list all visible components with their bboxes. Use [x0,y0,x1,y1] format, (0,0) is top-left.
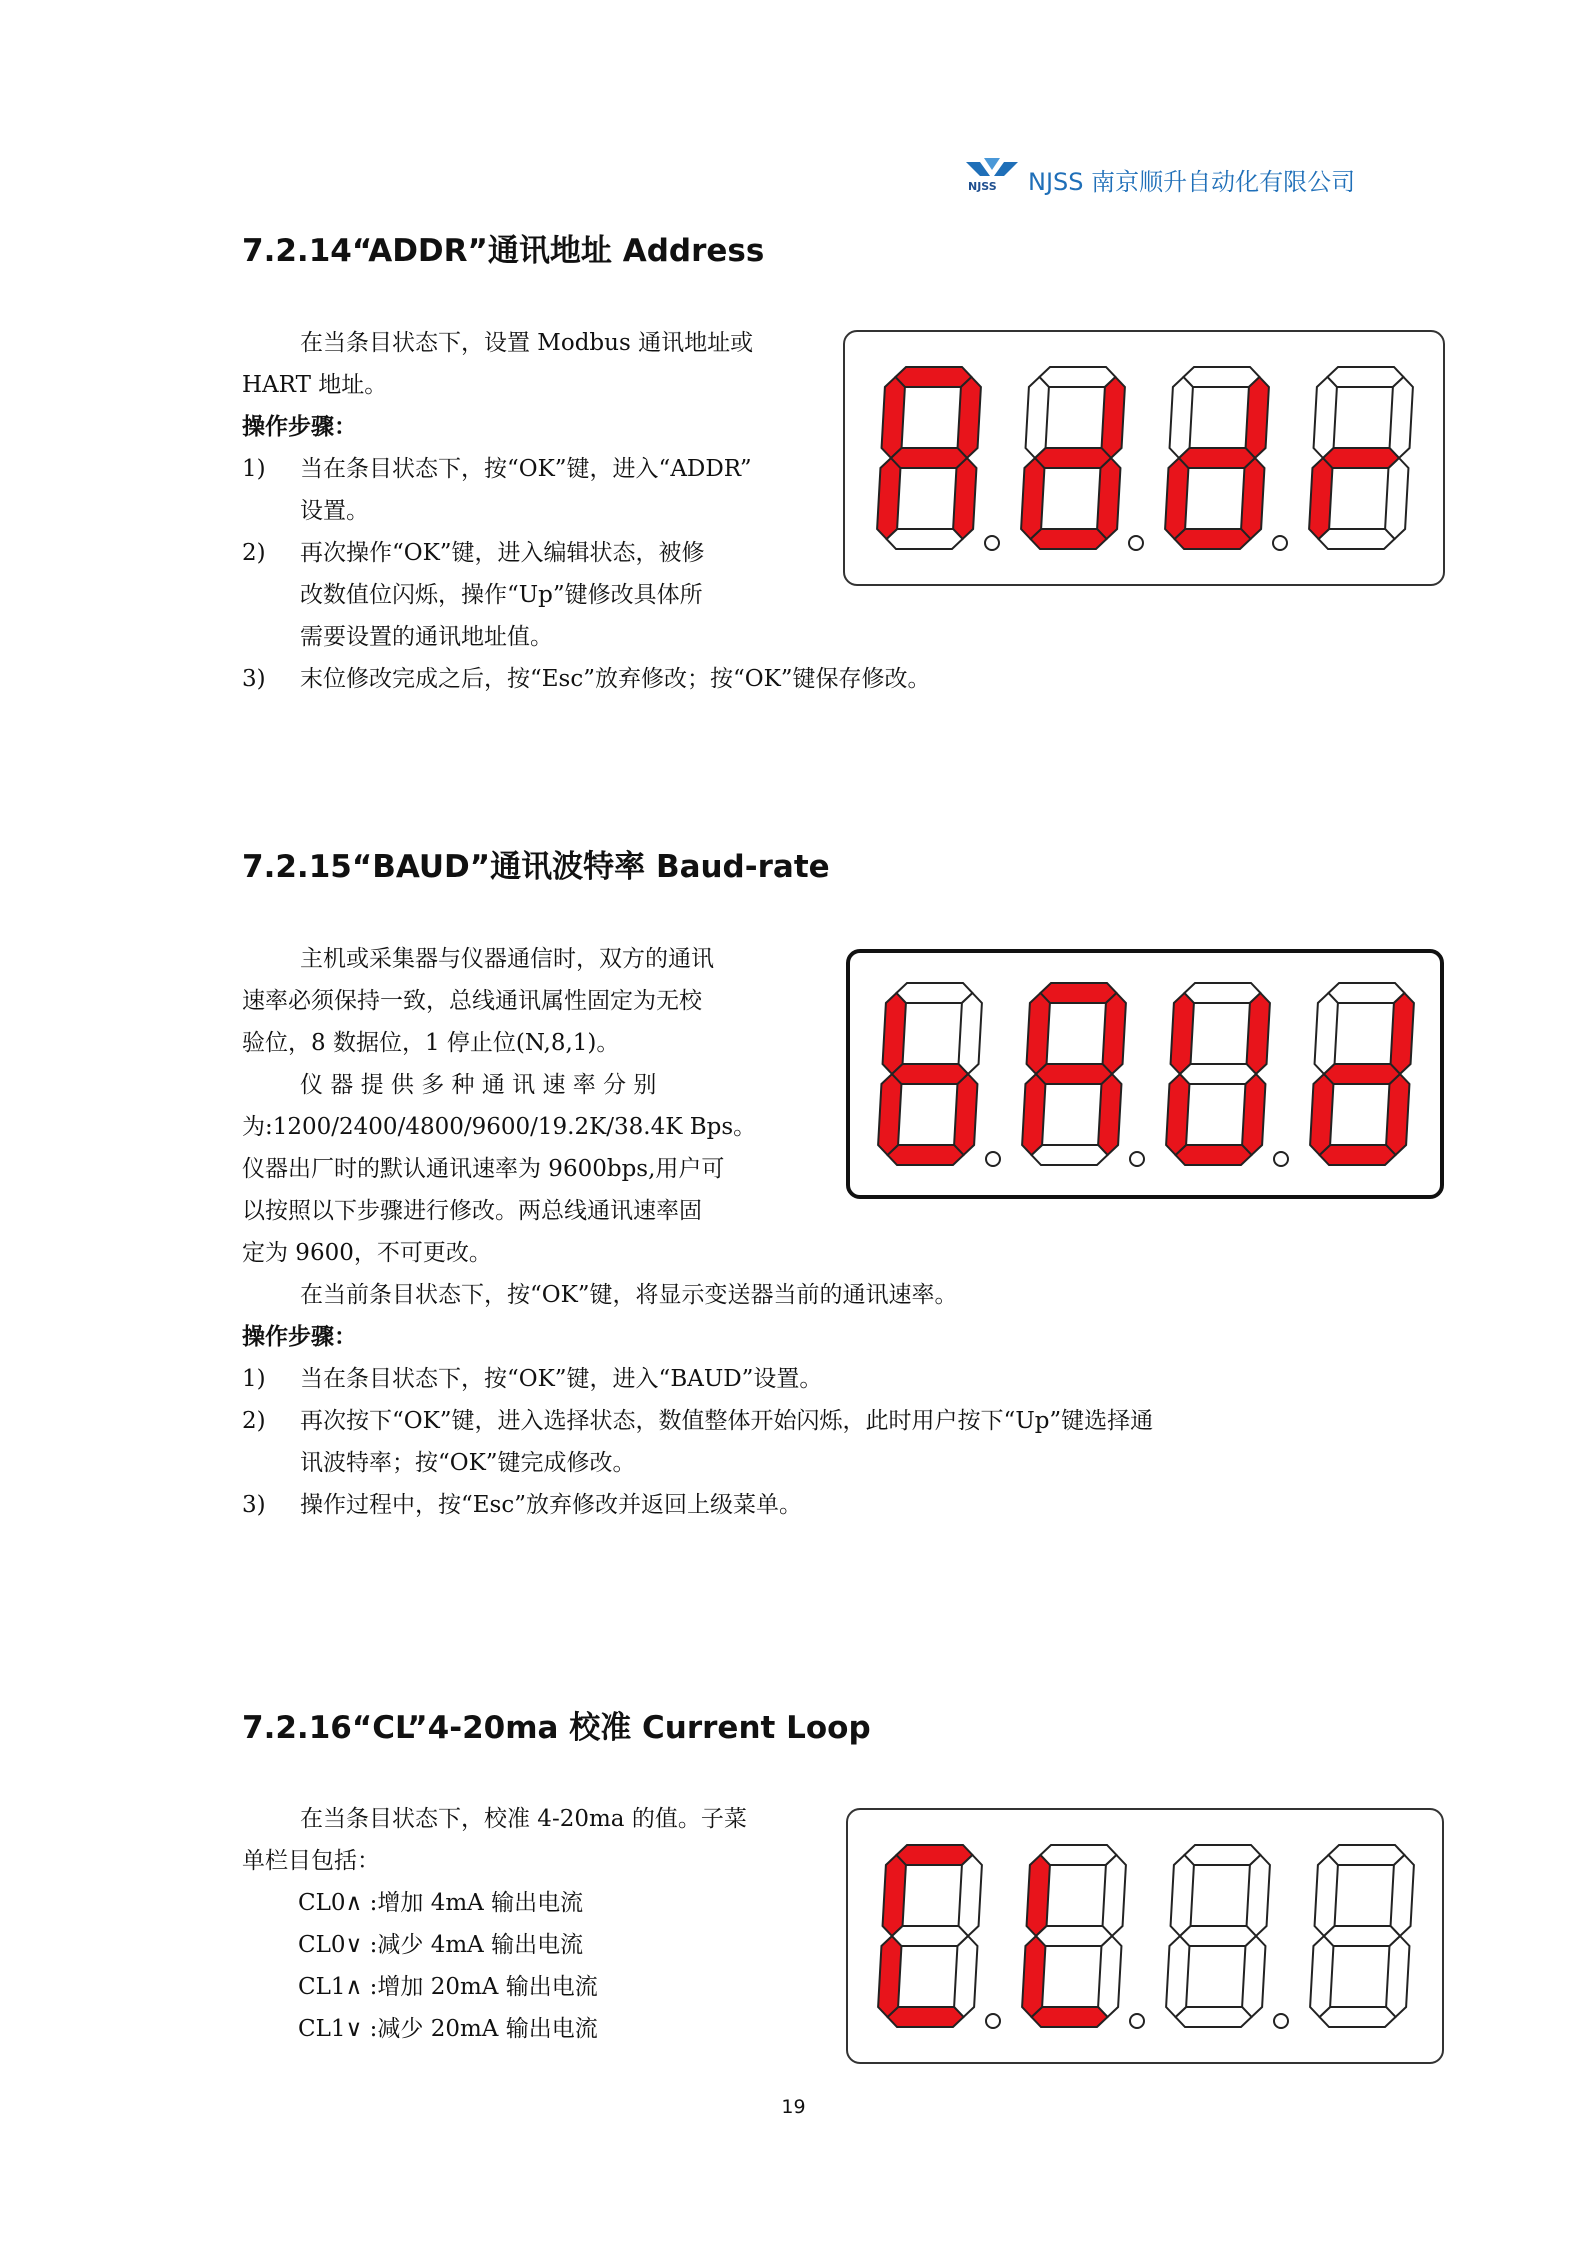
baud-intro-7: 以按照以下步骤进行修改。两总线通讯速率固 [242,1198,702,1224]
digit-1-segment-a [1039,367,1115,387]
digit-3-segment-e [1310,1936,1333,2017]
cl-item-2: CL0∨ :减少 4mA 输出电流 [298,1932,584,1958]
digit-0-segment-d [887,529,963,549]
digit-1-segment-d [1032,2007,1108,2027]
digit-3-segment-c [1385,458,1408,539]
company-name: NJSS 南京顺升自动化有限公司 [1028,168,1356,196]
addr-steps-label: 操作步骤： [242,414,357,440]
decimal-point-1 [1130,2014,1144,2028]
baud-seven-segment-display [850,953,1440,1195]
decimal-point-1 [1130,1152,1144,1166]
digit-0-segment-a [895,367,971,387]
digit-2-segment-d [1176,1145,1252,1165]
digit-3-segment-d [1319,529,1395,549]
addr-step-3-line-1: 末位修改完成之后，按“Esc”放弃修改；按“OK”键保存修改。 [300,666,931,692]
digit-2-segment-f [1170,377,1193,458]
digit-0-segment-a [896,1845,972,1865]
digit-0-segment-g [891,448,967,468]
decimal-point-2 [1274,2014,1288,2028]
addr-intro-1: 在当条目状态下，设置 Modbus 通讯地址或 [300,330,754,356]
digit-0-segment-d [888,2007,964,2027]
addr-step-1-line-1: 当在条目状态下，按“OK”键，进入“ADDR” [300,456,752,482]
digit-1-segment-d [1031,529,1107,549]
digit-1-segment-f [1026,377,1049,458]
baud-intro-3: 验位，8 数据位，1 停止位(N,8,1)。 [242,1030,620,1056]
cl-display-panel [846,1808,1444,2064]
baud-step-2-line-1: 再次按下“OK”键，进入选择状态，数值整体开始闪烁，此时用户按下“Up”键选择通 [300,1408,1154,1434]
digit-2-segment-e [1166,1074,1189,1155]
digit-1-segment-g [1035,448,1111,468]
baud-intro-1: 主机或采集器与仪器通信时，双方的通讯 [300,946,714,972]
digit-0-segment-e [878,1936,901,2017]
baud-step-1-line-1: 当在条目状态下，按“OK”键，进入“BAUD”设置。 [300,1366,823,1392]
baud-intro-5: 为:1200/2400/4800/9600/19.2K/38.4K Bps。 [242,1114,757,1140]
addr-step-2-line-2: 改数值位闪烁，操作“Up”键修改具体所 [300,582,703,608]
digit-2-segment-c [1241,458,1264,539]
digit-3-segment-f [1315,993,1338,1074]
decimal-point-0 [985,536,999,550]
digit-2-segment-a [1183,367,1259,387]
cl-item-1: CL0∧ :增加 4mA 输出电流 [298,1890,584,1916]
digit-2-segment-c [1242,1074,1265,1155]
digit-3-segment-g [1324,1926,1400,1946]
digit-0-segment-b [958,377,981,458]
digit-1-segment-a [1040,1845,1116,1865]
addr-step-1-num: 1) [242,456,266,482]
digit-2-segment-a [1184,983,1260,1003]
digit-0-segment-g [892,1064,968,1084]
decimal-point-0 [986,1152,1000,1166]
digit-3-segment-b [1391,993,1414,1074]
addr-display-panel [843,330,1445,586]
digit-3-segment-f [1315,1855,1338,1936]
baud-steps-label: 操作步骤： [242,1324,357,1350]
cl-item-3: CL1∧ :增加 20mA 输出电流 [298,1974,598,2000]
decimal-point-2 [1274,1152,1288,1166]
digit-2-segment-b [1247,993,1270,1074]
logo-mark: NJSS [968,180,997,193]
digit-1-segment-d [1032,1145,1108,1165]
section-title-cl: 7.2.16“CL”4-20ma 校准 Current Loop [242,1710,871,1746]
digit-1-segment-f [1027,993,1050,1074]
digit-3-segment-c [1386,1074,1409,1155]
addr-step-2-line-3: 需要设置的通讯地址值。 [300,624,553,650]
digit-0-segment-b [959,993,982,1074]
digit-2-segment-g [1180,1064,1256,1084]
page-number: 19 [781,2096,806,2118]
baud-step-3-num: 3) [242,1492,266,1518]
digit-0-segment-f [883,1855,906,1936]
digit-2-segment-e [1165,458,1188,539]
addr-step-1-line-2: 设置。 [300,498,369,524]
digit-3-segment-a [1328,983,1404,1003]
digit-2-segment-b [1247,1855,1270,1936]
decimal-point-0 [986,2014,1000,2028]
digit-2-segment-d [1175,529,1251,549]
baud-intro-6: 仪器出厂时的默认通讯速率为 9600bps,用户可 [242,1156,725,1182]
digit-2-segment-g [1180,1926,1256,1946]
digit-0-segment-d [888,1145,964,1165]
digit-2-segment-d [1176,2007,1252,2027]
digit-0-segment-f [882,377,905,458]
digit-1-segment-a [1040,983,1116,1003]
baud-display-panel [846,949,1444,1199]
digit-3-segment-d [1320,2007,1396,2027]
baud-step-2-line-2: 讯波特率；按“OK”键完成修改。 [300,1450,636,1476]
section-title-baud: 7.2.15“BAUD”通讯波特率 Baud-rate [242,849,830,885]
company-logo [962,150,1372,200]
addr-step-2-num: 2) [242,540,266,566]
digit-1-segment-c [1097,458,1120,539]
cl-item-4: CL1∨ :减少 20mA 输出电流 [298,2016,598,2042]
digit-0-segment-e [878,1074,901,1155]
digit-3-segment-c [1386,1936,1409,2017]
digit-1-segment-b [1102,377,1125,458]
cl-seven-segment-display [848,1810,1442,2062]
digit-0-segment-a [896,983,972,1003]
baud-intro-9: 在当前条目状态下，按“OK”键，将显示变送器当前的通讯速率。 [300,1282,958,1308]
digit-2-segment-a [1184,1845,1260,1865]
baud-intro-2: 速率必须保持一致，总线通讯属性固定为无校 [242,988,702,1014]
digit-1-segment-b [1103,1855,1126,1936]
digit-3-segment-g [1324,1064,1400,1084]
baud-step-1-num: 1) [242,1366,266,1392]
addr-step-3-num: 3) [242,666,266,692]
digit-2-segment-g [1179,448,1255,468]
section-title-addr: 7.2.14“ADDR”通讯地址 Address [242,233,765,269]
digit-2-segment-b [1246,377,1269,458]
digit-1-segment-g [1036,1064,1112,1084]
digit-0-segment-b [959,1855,982,1936]
digit-1-segment-b [1103,993,1126,1074]
digit-1-segment-e [1022,1936,1045,2017]
digit-2-segment-f [1171,1855,1194,1936]
baud-intro-8: 定为 9600，不可更改。 [242,1240,492,1266]
digit-2-segment-c [1242,1936,1265,2017]
digit-0-segment-c [954,1074,977,1155]
digit-0-segment-c [954,1936,977,2017]
digit-2-segment-f [1171,993,1194,1074]
digit-1-segment-c [1098,1074,1121,1155]
digit-2-segment-e [1166,1936,1189,2017]
digit-3-segment-a [1328,1845,1404,1865]
digit-3-segment-e [1309,458,1332,539]
digit-0-segment-c [953,458,976,539]
addr-intro-2: HART 地址。 [242,372,388,398]
digit-1-segment-e [1022,1074,1045,1155]
addr-step-2-line-1: 再次操作“OK”键，进入编辑状态，被修 [300,540,705,566]
digit-3-segment-a [1327,367,1403,387]
decimal-point-2 [1273,536,1287,550]
digit-3-segment-f [1314,377,1337,458]
cl-intro-2: 单栏目包括： [242,1848,380,1874]
digit-0-segment-e [877,458,900,539]
digit-1-segment-e [1021,458,1044,539]
digit-3-segment-g [1323,448,1399,468]
digit-0-segment-f [883,993,906,1074]
decimal-point-1 [1129,536,1143,550]
cl-intro-1: 在当条目状态下，校准 4-20ma 的值。子菜 [300,1806,747,1832]
digit-3-segment-d [1320,1145,1396,1165]
baud-intro-4: 仪 器 提 供 多 种 通 讯 速 率 分 别 [300,1072,657,1098]
baud-step-3-line-1: 操作过程中，按“Esc”放弃修改并返回上级菜单。 [300,1492,802,1518]
digit-3-segment-b [1390,377,1413,458]
digit-0-segment-g [892,1926,968,1946]
addr-seven-segment-display [845,332,1443,584]
baud-step-2-num: 2) [242,1408,266,1434]
digit-3-segment-e [1310,1074,1333,1155]
digit-1-segment-g [1036,1926,1112,1946]
digit-1-segment-c [1098,1936,1121,2017]
digit-3-segment-b [1391,1855,1414,1936]
digit-1-segment-f [1027,1855,1050,1936]
